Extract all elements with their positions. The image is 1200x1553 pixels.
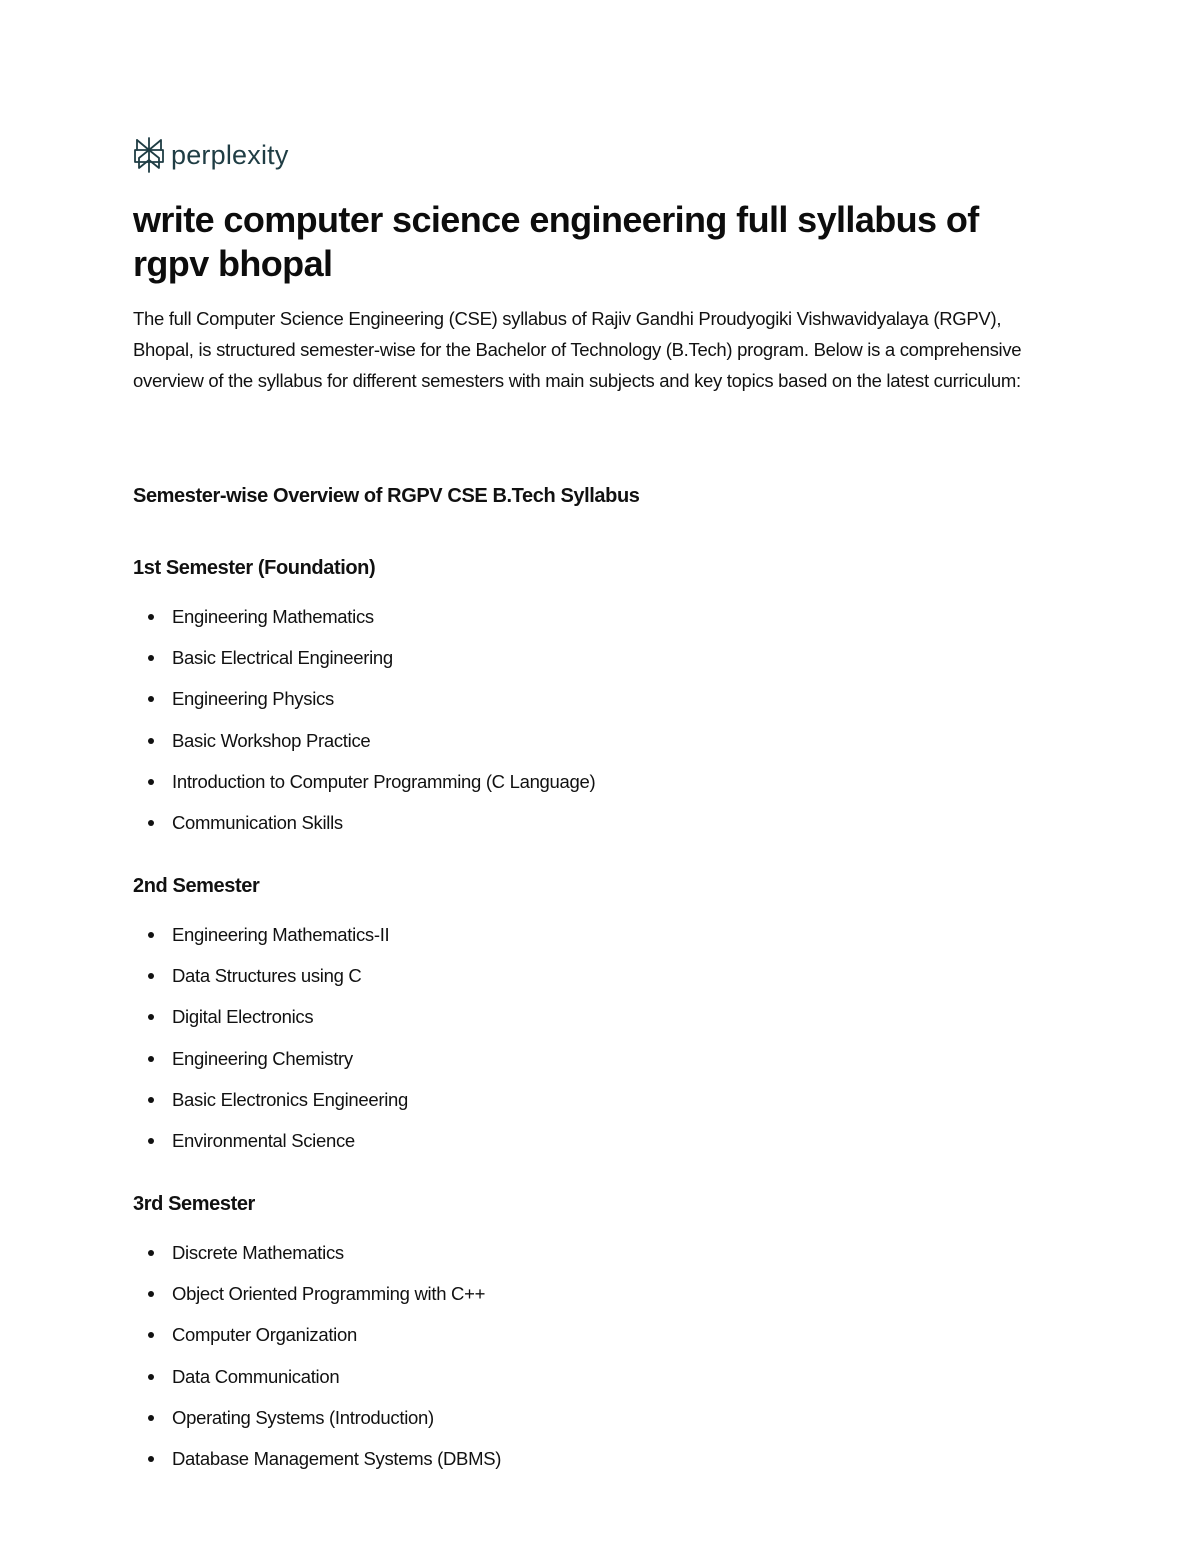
list-item [133, 1045, 993, 1086]
list-item [133, 1321, 993, 1362]
subject-label: Environmental Science [172, 1129, 355, 1151]
subject-label: Communication Skills [172, 811, 343, 833]
bullet-icon [148, 973, 154, 979]
semester-heading: 2nd Semester [133, 875, 260, 897]
list-item [133, 1003, 993, 1044]
bullet-icon [148, 1250, 154, 1256]
bullet-icon [148, 655, 154, 661]
subject-label: Database Management Systems (DBMS) [172, 1447, 502, 1469]
bullet-icon [148, 1415, 154, 1421]
bullet-icon [148, 932, 154, 938]
brand-name: perplexity [171, 140, 289, 170]
subject-label: Digital Electronics [172, 1006, 314, 1028]
bullet-icon [148, 614, 154, 620]
subject-label: Discrete Mathematics [172, 1242, 344, 1263]
bullet-icon [148, 1056, 154, 1062]
list-item [133, 685, 993, 726]
list-item [133, 921, 993, 962]
subject-label: Data Structures using C [172, 965, 362, 987]
list-item [133, 1127, 993, 1168]
subject-list [133, 603, 993, 850]
subject-label: Basic Workshop Practice [172, 729, 371, 751]
bullet-icon [148, 1014, 154, 1020]
list-item [133, 644, 993, 685]
list-item [133, 1404, 993, 1445]
list-item [133, 1239, 993, 1280]
bullet-icon [148, 1332, 154, 1338]
list-item [133, 809, 993, 850]
overview-heading: Semester-wise Overview of RGPV CSE B.Tech Syllabus [133, 485, 640, 507]
subject-label: Introduction to Computer Programming (C Language) [172, 770, 596, 792]
subject-list [133, 1239, 993, 1486]
bullet-icon [148, 1291, 154, 1297]
bullet-icon [148, 1456, 154, 1462]
subject-label: Computer Organization [172, 1324, 357, 1346]
subject-label: Data Communication [172, 1365, 340, 1387]
semester-heading: 1st Semester (Foundation) [133, 557, 376, 579]
list-item [133, 603, 993, 644]
list-item [133, 962, 993, 1003]
bullet-icon [148, 820, 154, 826]
intro-paragraph: The full Computer Science Engineering (CSE) syllabus of Rajiv Gandhi Proudyogiki Vishwavidyalaya (RGPV), Bhopal, is structured semester-wise for the Bachelor of Technology (B.Tech) program. Below is a comprehensive overview of the syllabus for different semesters with main subjects and key topics based on the latest curriculum: [133, 308, 1022, 391]
subject-label: Engineering Mathematics [172, 606, 374, 627]
subject-label: Operating Systems (Introduction) [172, 1406, 434, 1428]
bullet-icon [148, 696, 154, 702]
subject-label: Basic Electronics Engineering [172, 1088, 409, 1110]
subject-list [133, 921, 993, 1168]
list-item [133, 768, 993, 809]
page-title: write computer science engineering full syllabus of rgpv bhopal [133, 199, 979, 284]
subject-label: Engineering Chemistry [172, 1047, 353, 1069]
bullet-icon [148, 1374, 154, 1380]
list-item [133, 1280, 993, 1321]
subject-label: Engineering Physics [172, 688, 334, 710]
list-item [133, 1086, 993, 1127]
bullet-icon [148, 1097, 154, 1103]
subject-label: Engineering Mathematics-II [172, 924, 390, 945]
subject-label: Basic Electrical Engineering [172, 647, 393, 669]
subject-label: Object Oriented Programming with C++ [172, 1283, 486, 1305]
list-item [133, 1363, 993, 1404]
bullet-icon [148, 779, 154, 785]
bullet-icon [148, 738, 154, 744]
perplexity-logo-icon [133, 136, 165, 174]
list-item [133, 727, 993, 768]
list-item [133, 1445, 993, 1486]
semester-heading: 3rd Semester [133, 1193, 255, 1215]
brand-header [133, 136, 289, 174]
bullet-icon [148, 1138, 154, 1144]
